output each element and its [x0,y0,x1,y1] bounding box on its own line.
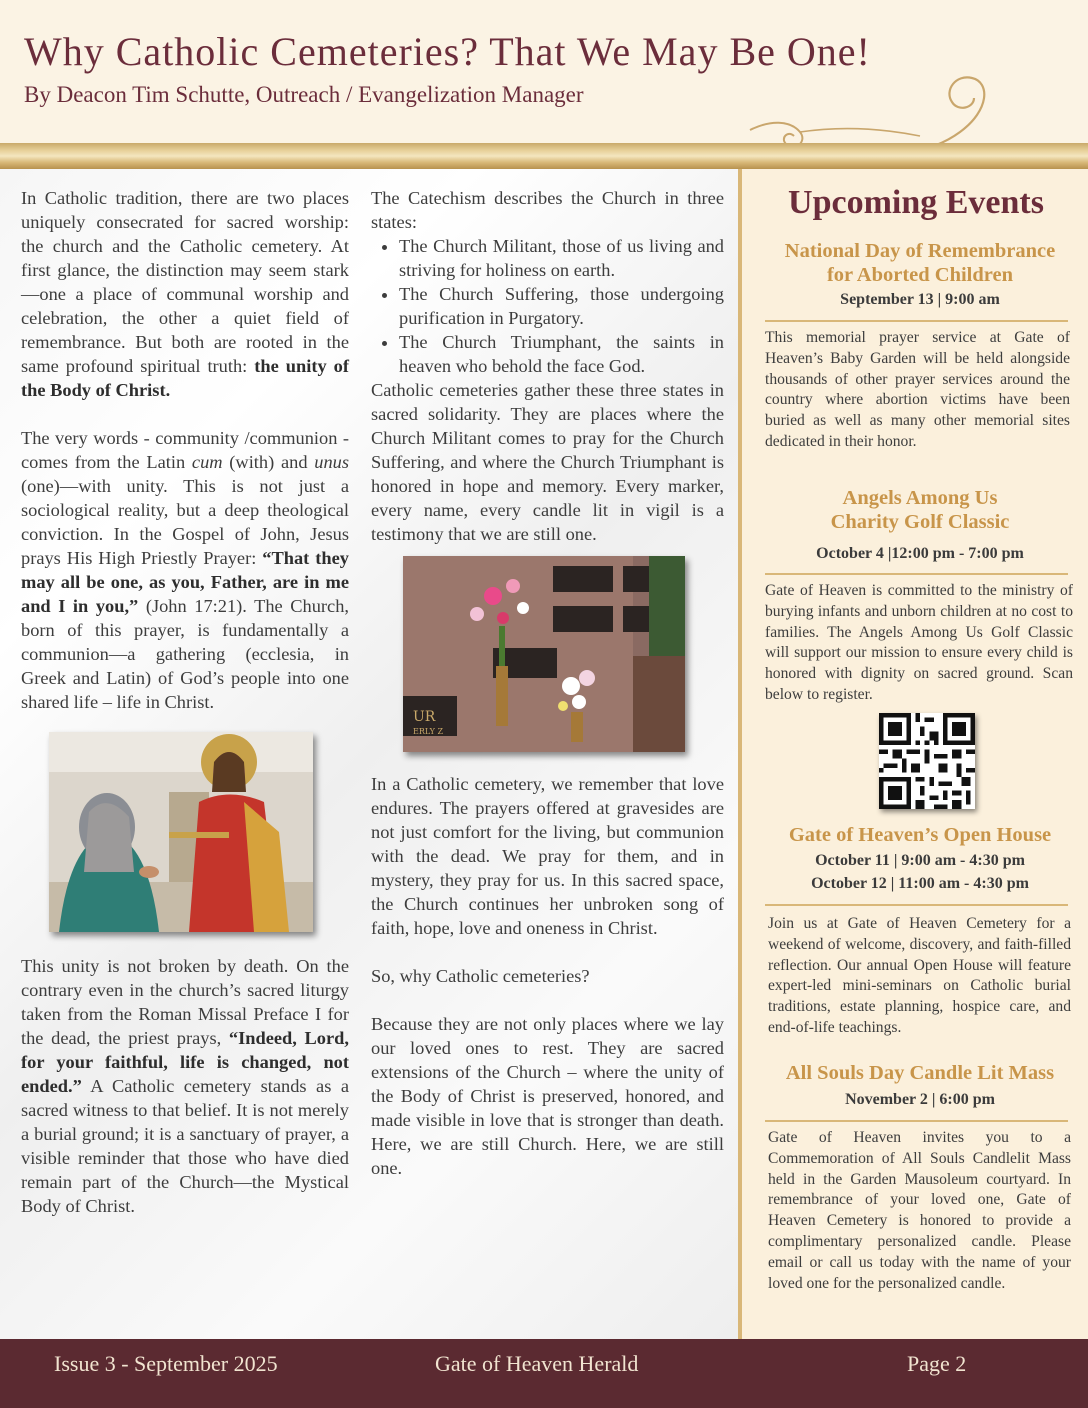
page-title: Why Catholic Cemeteries? That We May Be One! [24,29,871,74]
article-paragraph: The very words - community /communion - comes from the Latin cum (with) and unus (one)—with unity. This is not just a sociological reality, but a deep theological conviction. In the Gospel of John, Jesus prays His High Priestly Prayer: “That they may all be one, as you, Father, are in me and I in you,” (John 17:21). The Church, born of this prayer, is fundamentally a communion—a gathering (ecclesia, in Greek and Latin) of God’s people into one shared life – life in Christ. [21,428,349,712]
jesus-statue-photo [49,732,313,932]
list-item: • The Church Suffering, those undergoing purification in Purgatory. [399,282,724,330]
event-date: October 4 |12:00 pm - 7:00 pm [816,545,1024,562]
page-footer [0,1339,1088,1408]
event-description: Join us at Gate of Heaven Cemetery for a weekend of welcome, discovery, and faith-filled reflection. Our annual Open House will feature expert-led mini-seminars on Catholic burial traditions, estate planning, hospice care, and end-of-life teachings. [768,915,1071,1036]
event-title: Gate of Heaven’s Open House [788,824,1052,846]
event-description: Gate of Heaven is committed to the ministry of burying infants and unborn children at no cost to families. The Angels Among Us Golf Classic will support our mission to ensure every child is honored with dignity on sacred ground. Scan below to register. [765,582,1073,703]
event-description: Gate of Heaven invites you to a Commemoration of All Souls Candlelit Mass held in the Garden Mausoleum courtyard. In remembrance of your loved one, Gate of Heaven Cemetery is honored to provide a complimentary personalized candle. Please email or call us today with the name of your loved one for the personalized candle. [768,1129,1071,1292]
columbarium-flowers-photo [403,556,685,752]
list-item: • The Church Triumphant, the saints in heaven who behold the face God. [399,330,724,378]
event-divider [765,904,1068,906]
event-date: September 13 | 9:00 am [840,291,1000,308]
event-divider [765,320,1068,322]
event-title: Angels Among Us Charity Golf Classic [830,487,1010,533]
publication-name: Gate of Heaven Herald [435,1351,639,1376]
church-states-list [371,234,724,378]
event-date: October 12 | 11:00 am - 4:30 pm [811,875,1029,892]
article-paragraph: Catholic cemeteries gather these three states in sacred solidarity. They are places where the Church Militant comes to pray for the Church Suffering, and where the Church Triumphant is honored in hope and memory. Every marker, every name, every candle lit in vigil is a testimony that we are still one. [371,380,724,544]
article-paragraph: In a Catholic cemetery, we remember that love endures. The prayers offered at gravesides are not just comfort for the living, but communion with the dead. We pray for them, and in mystery, they pray for us. In this sacred space, the Church continues her unbroken song of faith, hope, love and oneness in Christ. [371,774,724,938]
article-byline: By Deacon Tim Schutte, Outreach / Evangelization Manager [24,82,584,107]
article-paragraph: Because they are not only places where we lay our loved ones to rest. They are sacred extensions of the Church – where the unity of the Body of Christ is preserved, honored, and made visible in love that is stronger than death. Here, we are still Church. Here, we are still one. [371,1014,724,1178]
list-item: • The Church Militant, those of us living and striving for holiness on earth. [399,234,724,282]
events-heading: Upcoming Events [788,184,1044,221]
article-paragraph: In Catholic tradition, there are two places uniquely consecrated for sacred worship: the church and the Catholic cemetery. At first glance, the distinction may seem stark—one a place of communal worship and celebration, the other a quiet field of remembrance. But both are rooted in the same profound spiritual truth: the unity of the Body of Christ. [21,188,349,400]
event-divider [765,1120,1068,1122]
svg-text:ERLY Z: ERLY Z [413,727,444,736]
event-title: National Day of Remembrance for Aborted Children [784,240,1056,286]
event-description: This memorial prayer service at Gate of Heaven’s Baby Garden will be held alongside thousands of other prayer services around the country where abortion victims have been buried as well as many other memorial sites dedicated in their honor. [765,329,1070,450]
registration-qr-code[interactable] [879,713,975,809]
article-column-1 [21,186,349,1218]
event-date: November 2 | 6:00 pm [845,1091,995,1108]
gold-divider-band [0,143,1088,169]
event-title: All Souls Day Candle Lit Mass [785,1062,1055,1084]
svg-text:UR: UR [413,709,436,725]
page-number: Page 2 [907,1351,967,1376]
event-date: October 11 | 9:00 am - 4:30 pm [815,852,1025,869]
article-paragraph: So, why Catholic cemeteries? [371,966,590,986]
issue-label: Issue 3 - September 2025 [54,1351,278,1376]
event-divider [765,573,1068,575]
article-column-2 [371,186,724,1180]
article-paragraph: The Catechism describes the Church in three states: [371,188,724,232]
article-paragraph: This unity is not broken by death. On the contrary even in the church’s sacred liturgy taken from the Roman Missal Preface I for the dead, the priest prays, “Indeed, Lord, for your faithful, life is changed, not ended.” A Catholic cemetery stands as a sacred witness to that belief. It is not merely a burial ground; it is a sanctuary of prayer, a visible reminder that those who have died remain part of the Church—the Mystical Body of Christ. [21,956,349,1216]
